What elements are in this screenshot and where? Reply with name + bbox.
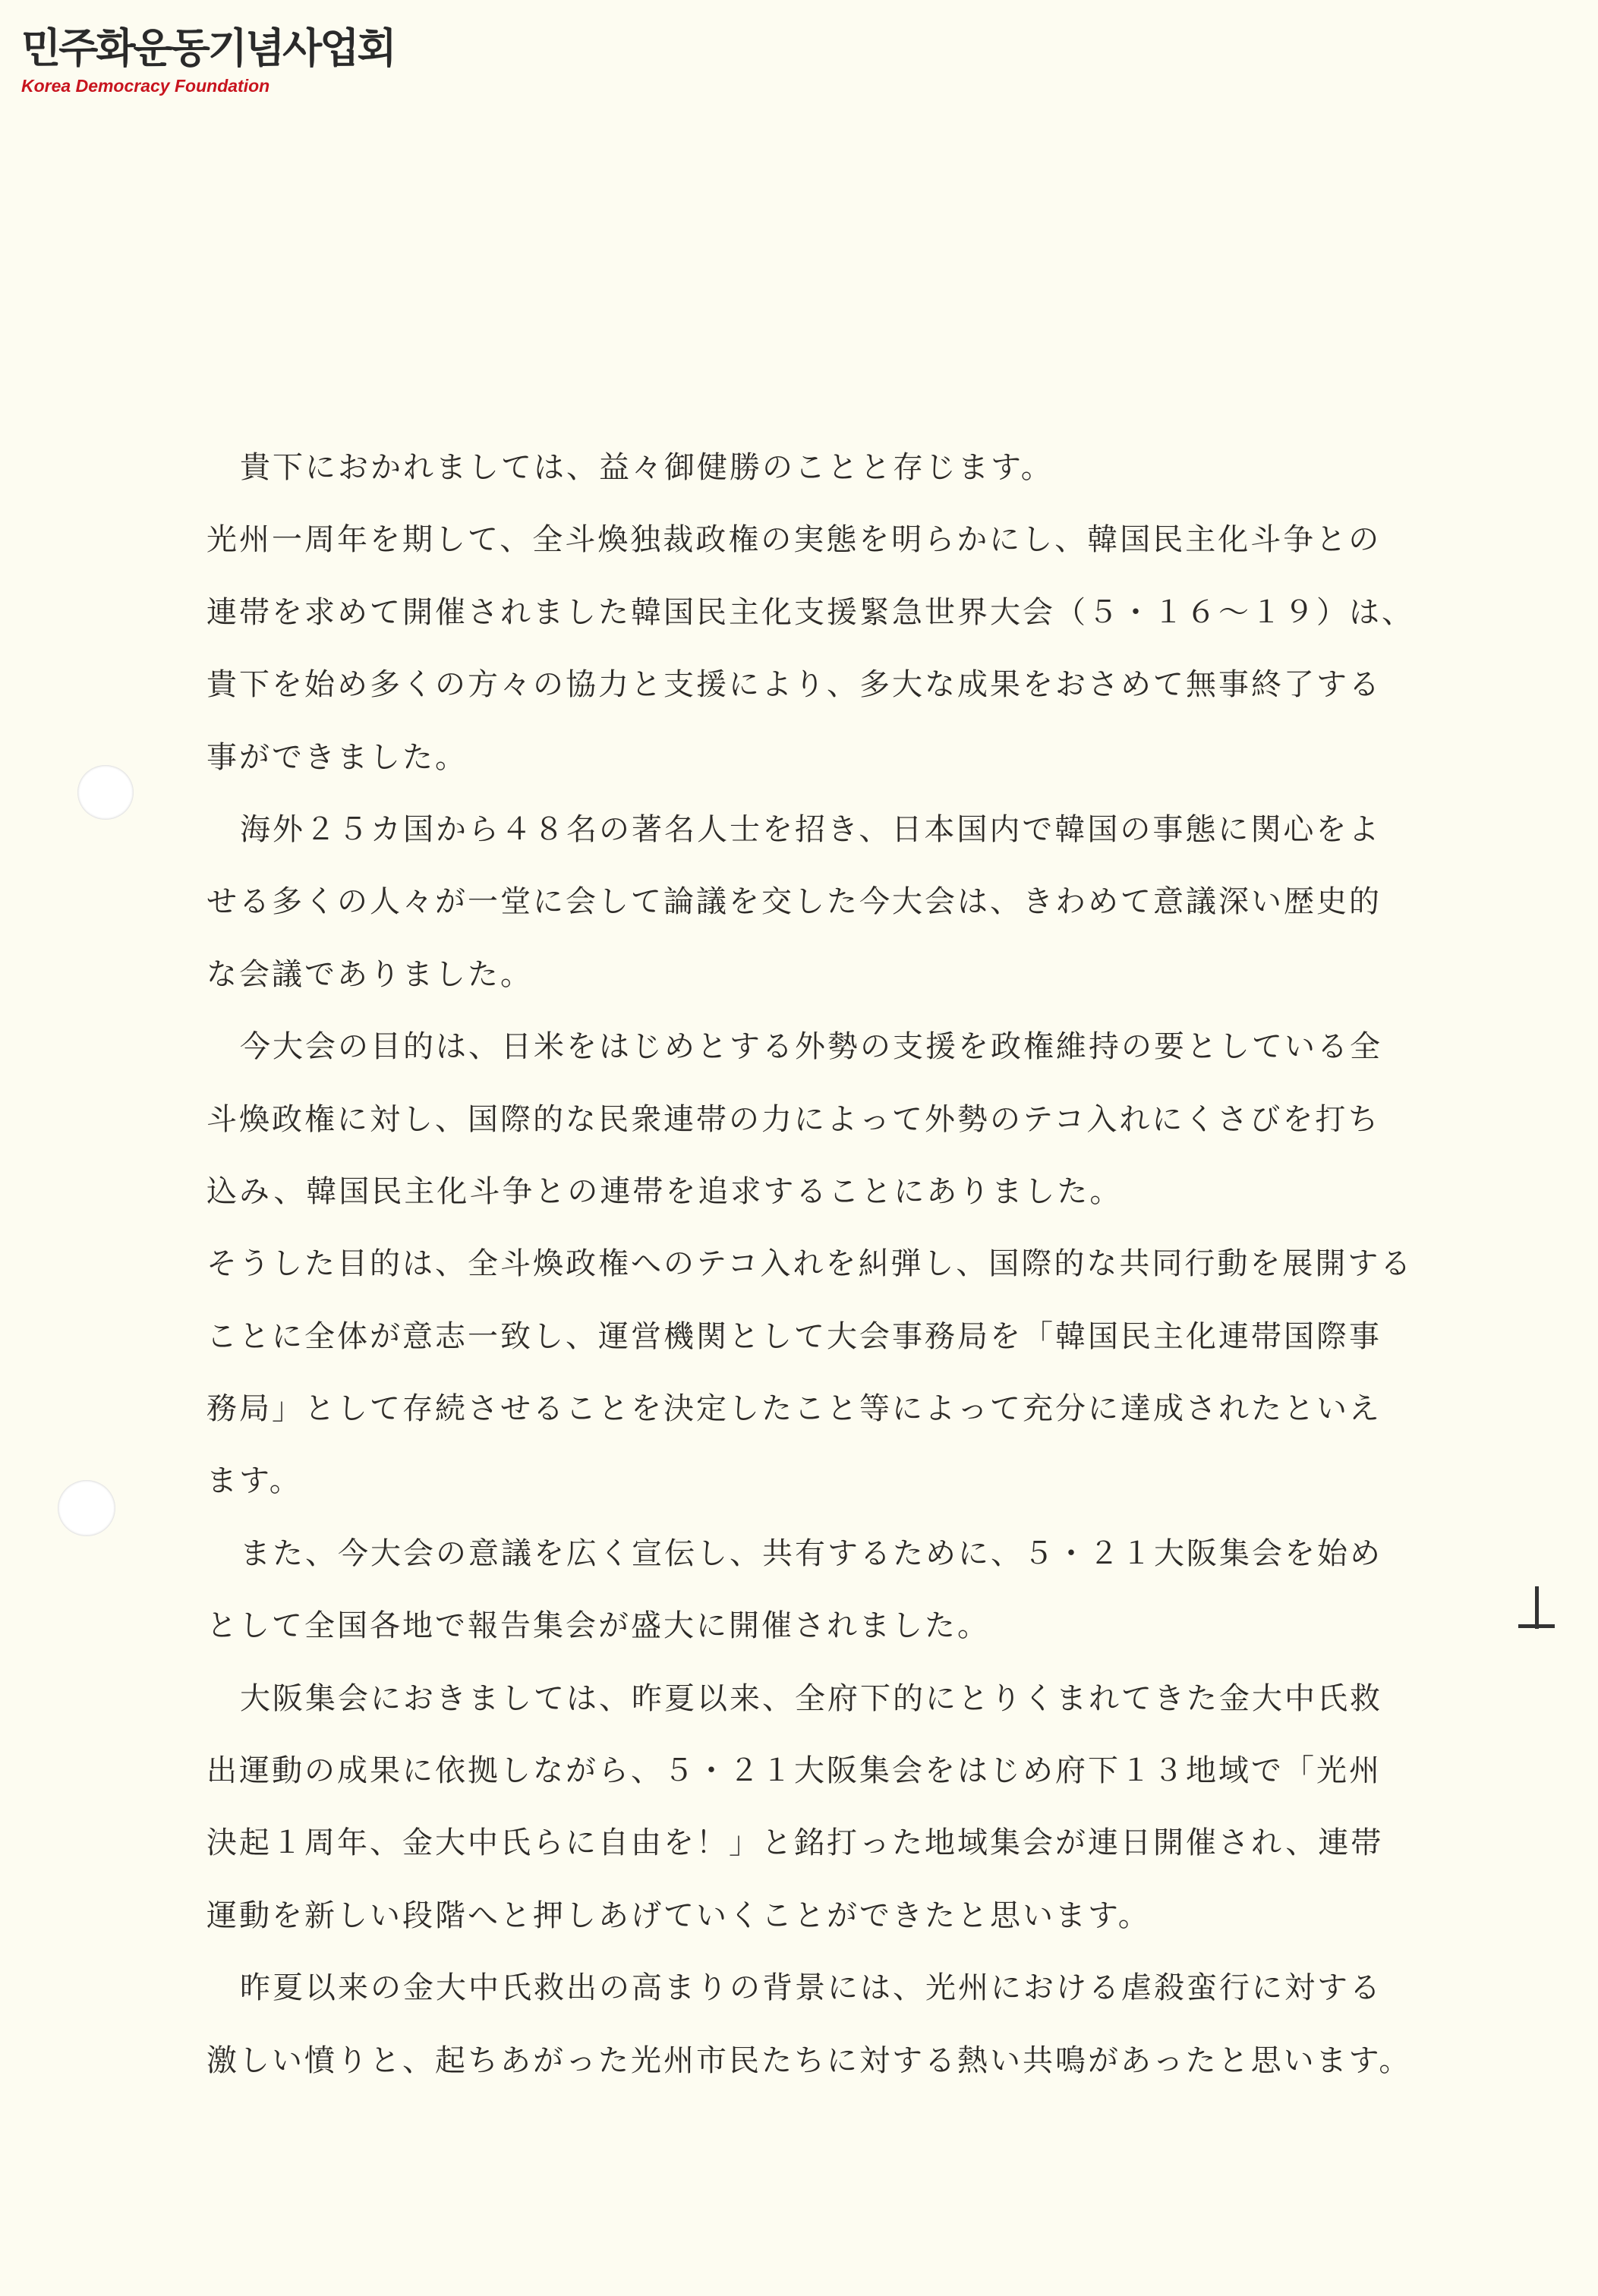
watermark-english: Korea Democracy Foundation (21, 76, 270, 96)
text-line: 込み、韓国民主化斗争との連帯を追求することにありました。 (206, 1173, 1123, 1209)
text-line: 斗煥政権に対し、国際的な民衆連帯の力によって外勢のテコ入れにくさびを打ち (206, 1101, 1381, 1137)
text-line: そうした目的は、全斗煥政権へのテコ入れを糾弾し、国際的な共同行動を展開する (206, 1246, 1414, 1282)
text-line: 務局」として存続させることを決定したこと等によって充分に達成されたといえ (206, 1391, 1382, 1427)
text-line: ことに全体が意志一致し、運営機関として大会事務局を「韓国民主化連帯国際事 (206, 1318, 1382, 1354)
text-line: 貴下を始め多くの方々の協力と支援により、多大な成果をおさめて無事終了する (206, 667, 1382, 703)
punch-hole-top (77, 765, 134, 820)
text-line: 運動を新しい段階へと押しあげていくことができたと思います。 (206, 1898, 1151, 1933)
text-line: 光州一周年を期して、全斗煥独裁政権の実態を明らかにし、韓国民主化斗争との (206, 522, 1382, 558)
text-line: 貴下におかれましては、益々御健勝のことと存じます。 (240, 450, 1054, 485)
watermark-logo (21, 26, 395, 97)
text-line: 連帯を求めて開催されました韓国民主化支援緊急世界大会（５・１６～１９）は、 (206, 594, 1414, 630)
text-line: 事ができました。 (206, 739, 468, 775)
text-line: せる多くの人々が一堂に会して論議を交した今大会は、きわめて意議深い歴史的 (206, 884, 1382, 920)
text-line: ます。 (206, 1463, 302, 1499)
text-line: 激しい憤りと、起ちあがった光州市民たちに対する熱い共鳴があったと思います。 (206, 2042, 1412, 2078)
text-line: 出運動の成果に依拠しながら、５・２１大阪集会をはじめ府下１３地域で「光州 (206, 1753, 1382, 1789)
text-line: 海外２５カ国から４８名の著名人士を招き、日本国内で韓国の事態に関心をよ (240, 811, 1382, 847)
text-line: 決起１周年、金大中氏らに自由を！」と銘打った地域集会が連日開催され、連帯 (206, 1825, 1384, 1861)
text-line: 大阪集会におきましては、昨夏以来、全府下的にとりくまれてきた金大中氏救 (240, 1680, 1382, 1716)
letter-body (206, 445, 1543, 2110)
watermark-korean: 민주화운동기념사업회 (21, 24, 395, 72)
text-line: また、今大会の意議を広く宣伝し、共有するために、５・２１大阪集会を始め (240, 1535, 1382, 1571)
text-line: として全国各地で報告集会が盛大に開催されました。 (206, 1608, 990, 1644)
text-line: な会議でありました。 (206, 956, 533, 992)
text-line: 今大会の目的は、日米をはじめとする外勢の支援を政権維持の要としている全 (240, 1029, 1382, 1065)
punch-hole-bottom (58, 1480, 115, 1536)
margin-pencil-mark (1518, 1586, 1556, 1632)
text-line: 昨夏以来の金大中氏救出の高まりの背景には、光州における虐殺蛮行に対する (240, 1970, 1382, 2006)
